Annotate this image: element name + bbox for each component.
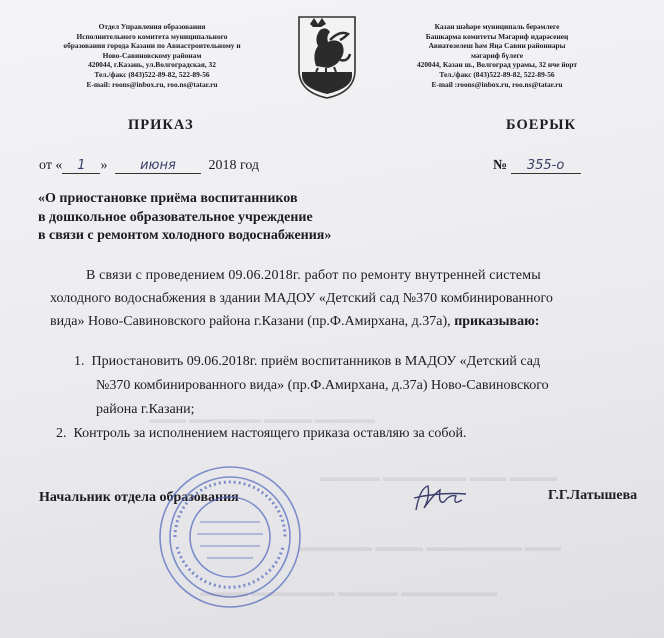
subject-line: «О приостановке приёма воспитанников <box>38 191 298 206</box>
bleed-through-text: ▬▬▬▬ ▬▬▬▬▬▬▬ ▬▬▬▬▬ ▬▬▬▬▬▬▬▬ <box>200 585 497 599</box>
bleed-through-text: ▬▬▬▬▬ ▬▬▬▬▬▬▬ ▬▬▬ ▬▬▬▬ <box>320 470 557 484</box>
order-number: 355-о <box>511 158 581 174</box>
signature-name: Г.Г.Латышева <box>548 488 638 503</box>
list-item <box>74 350 549 374</box>
bleed-through-text: ▬▬▬▬▬▬ ▬▬▬▬ ▬▬▬▬▬▬▬▬ ▬▬▬ <box>300 540 561 554</box>
body-command: приказываю: <box>454 314 540 329</box>
header-right-block <box>398 22 596 89</box>
header-left-line: E-mail: roons@inbox.ru, roo.ns@tatar.ru <box>86 79 218 89</box>
number-label: № <box>493 158 508 173</box>
kazan-emblem-icon <box>296 14 358 100</box>
body-line: В связи с проведением 09.06.2018г. работ по ремонту внутренней системы <box>86 268 541 283</box>
signature-position: Начальник отдела образования <box>39 490 239 505</box>
order-body <box>50 264 650 333</box>
header-left-block <box>52 22 252 89</box>
header-left-line: Отдел Управления образования <box>98 22 206 31</box>
order-list <box>56 350 549 446</box>
header-left-line: Тел./факс (843)522-89-82, 522-89-56 <box>94 69 210 79</box>
subject-line: в связи с ремонтом холодного водоснабжения» <box>38 228 332 243</box>
header-right-line: Башкарма комитеты Мәгариф идарәсенең <box>425 31 569 41</box>
order-subject <box>38 190 331 246</box>
date-year: 2018 год <box>208 158 260 173</box>
list-number: 2. <box>56 426 67 441</box>
bleed-through-text: ▬▬▬ ▬▬▬▬▬▬ ▬▬▬▬ ▬▬▬▬▬ <box>150 412 375 426</box>
subject-line: в дошкольное образовательное учреждение <box>38 209 313 225</box>
list-item-continuation: №370 комбинированного вида» (пр.Ф.Амирхана, д.37а) Ново-Савиновского <box>96 378 549 393</box>
header-right-line: 420044, Казан ш., Волгоград урамы, 32 нче йорт <box>416 60 578 70</box>
date-prefix: от « <box>39 158 63 173</box>
date-day: 1 <box>62 158 100 174</box>
list-text: Приостановить 09.06.2018г. приём воспитанников в МАДОУ «Детский сад <box>91 354 541 369</box>
order-title-tatar: БОЕРЫК <box>506 117 577 133</box>
handwritten-signature <box>410 480 470 516</box>
header-left-line: 420044, г.Казань, ул.Волгоградская, 32 <box>88 60 216 70</box>
body-line: холодного водоснабжения в здании МАДОУ «Детский сад №370 комбинированного <box>50 291 553 306</box>
list-text: Контроль за исполнением настоящего приказа оставляю за собой. <box>73 426 467 441</box>
date-mid: » <box>100 158 108 173</box>
header-left-line: Ново-Савиновскому районам <box>102 50 202 60</box>
header-right-line: мәгариф бүлеге <box>470 50 524 60</box>
header-right-line: Авиатөзелеш һәм Яңа Савин районнары <box>428 41 566 51</box>
order-title: ПРИКАЗ <box>128 117 194 133</box>
body-line <box>50 310 650 333</box>
header-left-line: образования города Казани по Авиастроительному и <box>63 41 241 51</box>
header-right-line: E-mail :roons@inbox.ru, roo.ns@tatar.ru <box>431 79 563 89</box>
body-line-text: вида» Ново-Савиновского района г.Казани (пр.Ф.Амирхана, д.37а), <box>50 314 451 329</box>
list-number: 1. <box>74 354 85 369</box>
date-line <box>39 158 259 174</box>
date-month: июня <box>115 158 201 174</box>
header-left-line: Исполнительного комитета муниципального <box>76 31 228 41</box>
order-number-line <box>493 158 581 174</box>
header-right-line: Тел./факс (843)522-89-82, 522-89-56 <box>439 69 555 79</box>
header-right-line: Казан шәһәре муниципаль берәмлеге <box>434 22 560 31</box>
list-item-continuation: района г.Казани; <box>96 402 195 417</box>
